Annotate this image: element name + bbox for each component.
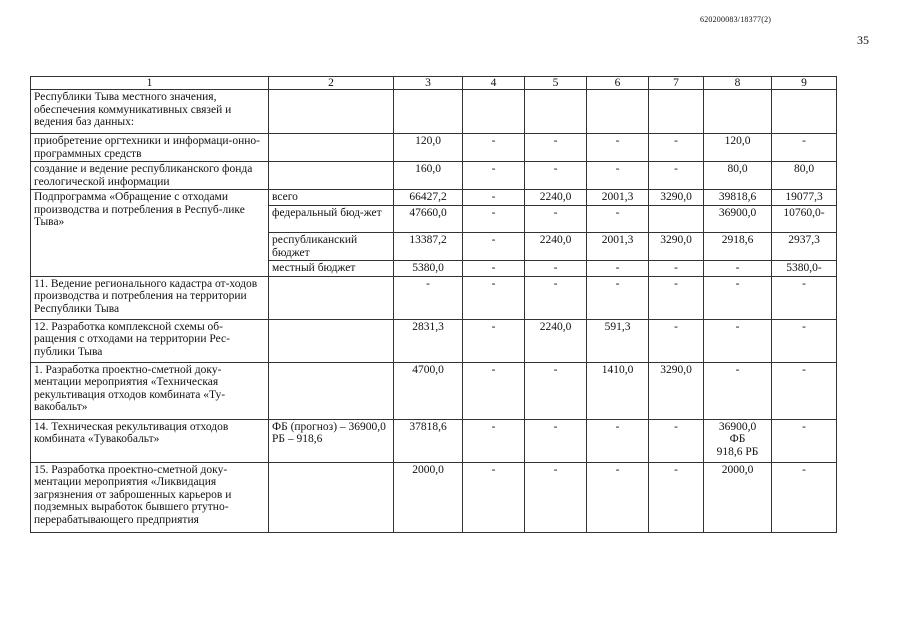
cell: - — [525, 419, 587, 462]
cell: 120,0 — [394, 134, 463, 162]
cell: - — [463, 233, 525, 261]
row-title: 12. Разработка комплексной схемы об-ращения с отходами на территории Рес-публики Тыва — [31, 319, 269, 362]
cell: - — [649, 134, 704, 162]
cell — [269, 134, 394, 162]
cell: 1410,0 — [587, 362, 649, 419]
cell: 3290,0 — [649, 190, 704, 206]
cell: - — [772, 319, 837, 362]
column-header: 6 — [587, 77, 649, 90]
cell: 5380,0- — [772, 261, 837, 277]
cell — [463, 90, 525, 134]
cell — [269, 162, 394, 190]
cell: - — [649, 276, 704, 319]
cell: 80,0 — [772, 162, 837, 190]
cell: - — [649, 462, 704, 532]
column-header: 7 — [649, 77, 704, 90]
cell: - — [649, 261, 704, 277]
cell: - — [525, 261, 587, 277]
cell: - — [463, 190, 525, 206]
cell: - — [463, 206, 525, 233]
cell — [587, 90, 649, 134]
cell — [269, 276, 394, 319]
cell: 4700,0 — [394, 362, 463, 419]
cell: - — [772, 362, 837, 419]
column-header: 4 — [463, 77, 525, 90]
cell — [525, 90, 587, 134]
funding-source: республиканский бюджет — [269, 233, 394, 261]
cell: 2000,0 — [394, 462, 463, 532]
row-title: создание и ведение республиканского фонда геологической информации — [31, 162, 269, 190]
budget-table — [30, 76, 837, 533]
cell: - — [649, 319, 704, 362]
cell: 37818,6 — [394, 419, 463, 462]
cell — [772, 90, 837, 134]
row-title: 11. Ведение регионального кадастра от-ходов производства и потребления на территории Республики Тыва — [31, 276, 269, 319]
cell: - — [525, 206, 587, 233]
cell: 3290,0 — [649, 233, 704, 261]
cell: 2000,0 — [704, 462, 772, 532]
cell: - — [704, 362, 772, 419]
cell: 47660,0 — [394, 206, 463, 233]
cell: 2918,6 — [704, 233, 772, 261]
cell: - — [587, 134, 649, 162]
row-title: приобретение оргтехники и информаци-онно-программных средств — [31, 134, 269, 162]
cell: - — [463, 276, 525, 319]
cell: 591,3 — [587, 319, 649, 362]
cell — [269, 90, 394, 134]
cell: - — [463, 162, 525, 190]
cell: - — [463, 134, 525, 162]
cell — [269, 362, 394, 419]
cell: - — [525, 162, 587, 190]
cell: - — [525, 462, 587, 532]
cell — [704, 90, 772, 134]
cell: - — [772, 276, 837, 319]
cell: - — [587, 162, 649, 190]
row-title: Республики Тыва местного значения, обеспечения коммуникативных связей и ведения баз данных: — [31, 90, 269, 134]
page-number: 35 — [857, 33, 869, 47]
column-header: 1 — [31, 77, 269, 90]
cell — [649, 90, 704, 134]
cell: 160,0 — [394, 162, 463, 190]
cell: - — [772, 462, 837, 532]
cell: 2831,3 — [394, 319, 463, 362]
cell: 2240,0 — [525, 190, 587, 206]
cell: - — [463, 419, 525, 462]
cell: - — [649, 162, 704, 190]
row-title: 15. Разработка проектно-сметной доку-ментации мероприятия «Ликвидация загрязнения от заброшенных карьеров и подземных выработок бывшего ртутно-перерабатывающего предприятия — [31, 462, 269, 532]
row-title: 1. Разработка проектно-сметной доку-ментации мероприятия «Техническая рекультивация отходов комбината «Ту-вакобальт» — [31, 362, 269, 419]
table-row — [31, 462, 837, 532]
funding-source: всего — [269, 190, 394, 206]
funding-note: ФБ (прогноз) – 36900,0 РБ – 918,6 — [269, 419, 394, 462]
cell: - — [463, 362, 525, 419]
column-header: 8 — [704, 77, 772, 90]
cell: 2001,3 — [587, 233, 649, 261]
cell — [649, 206, 704, 233]
cell: - — [463, 462, 525, 532]
cell: 36900,0 — [704, 206, 772, 233]
column-number-row — [31, 77, 837, 90]
row-title: 14. Техническая рекультивация отходов комбината «Тувакобальт» — [31, 419, 269, 462]
table-row — [31, 190, 837, 206]
cell: - — [772, 134, 837, 162]
cell: 2240,0 — [525, 233, 587, 261]
cell: 39818,6 — [704, 190, 772, 206]
cell: - — [649, 419, 704, 462]
cell: - — [525, 276, 587, 319]
cell: - — [587, 261, 649, 277]
cell: - — [704, 319, 772, 362]
cell: - — [587, 276, 649, 319]
table-row — [31, 276, 837, 319]
cell: 19077,3 — [772, 190, 837, 206]
cell: - — [525, 362, 587, 419]
table-row — [31, 90, 837, 134]
cell: - — [525, 134, 587, 162]
cell: - — [704, 261, 772, 277]
cell: - — [463, 319, 525, 362]
cell: - — [772, 419, 837, 462]
cell: 10760,0- — [772, 206, 837, 233]
table-row — [31, 319, 837, 362]
column-header: 9 — [772, 77, 837, 90]
table-row — [31, 419, 837, 462]
cell: - — [394, 276, 463, 319]
funding-source: местный бюджет — [269, 261, 394, 277]
cell — [394, 90, 463, 134]
cell: - — [587, 206, 649, 233]
cell: 5380,0 — [394, 261, 463, 277]
cell: 66427,2 — [394, 190, 463, 206]
cell: - — [463, 261, 525, 277]
document-id: 620200083/18377(2) — [700, 15, 772, 24]
table-row — [31, 362, 837, 419]
cell: 2937,3 — [772, 233, 837, 261]
cell: 80,0 — [704, 162, 772, 190]
column-header: 2 — [269, 77, 394, 90]
cell: 13387,2 — [394, 233, 463, 261]
table-row — [31, 134, 837, 162]
cell — [269, 319, 394, 362]
table-row — [31, 162, 837, 190]
row-title: Подпрограмма «Обращение с отходами производства и потребления в Респуб-лике Тыва» — [31, 190, 269, 277]
cell: - — [587, 462, 649, 532]
cell: 36900,0 ФБ 918,6 РБ — [704, 419, 772, 462]
cell: 120,0 — [704, 134, 772, 162]
cell: 2001,3 — [587, 190, 649, 206]
column-header: 5 — [525, 77, 587, 90]
funding-source: федеральный бюд-жет — [269, 206, 394, 233]
cell — [269, 462, 394, 532]
column-header: 3 — [394, 77, 463, 90]
cell: - — [704, 276, 772, 319]
cell: 3290,0 — [649, 362, 704, 419]
cell: 2240,0 — [525, 319, 587, 362]
cell: - — [587, 419, 649, 462]
